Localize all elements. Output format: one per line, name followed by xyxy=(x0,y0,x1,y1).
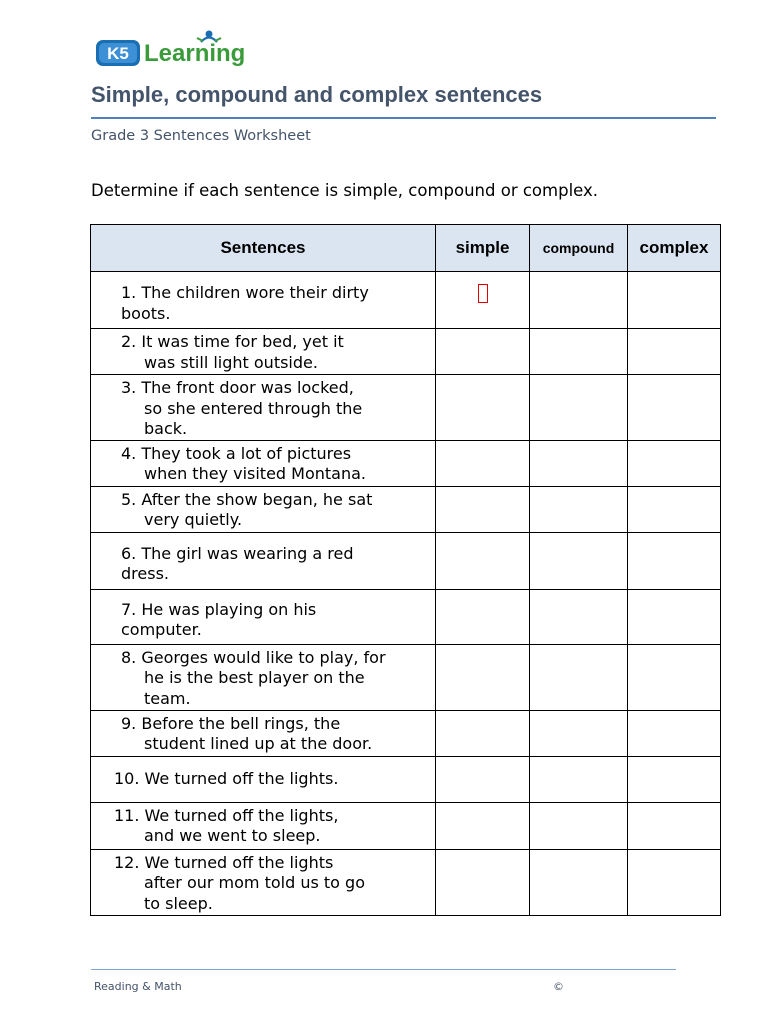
table-row xyxy=(91,756,721,802)
sentence-cell xyxy=(91,329,436,375)
header-sentences: Sentences xyxy=(91,225,436,272)
footer-divider xyxy=(91,969,676,970)
header-simple: simple xyxy=(436,225,530,272)
simple-answer-cell[interactable] xyxy=(436,589,530,644)
table-row xyxy=(91,532,721,589)
sentence-line: 1. The children wore their dirty xyxy=(121,283,369,302)
simple-answer-cell[interactable] xyxy=(436,532,530,589)
simple-answer-cell[interactable] xyxy=(436,849,530,915)
compound-answer-cell[interactable] xyxy=(530,272,628,329)
page-title: Simple, compound and complex sentences xyxy=(91,82,543,107)
sentence-line: 9. Before the bell rings, the xyxy=(121,713,341,733)
complex-answer-cell[interactable] xyxy=(628,532,721,589)
table-row xyxy=(91,710,721,756)
complex-answer-cell[interactable] xyxy=(628,589,721,644)
simple-answer-cell[interactable] xyxy=(436,802,530,849)
sentence-line: very quietly. xyxy=(144,510,243,529)
complex-answer-cell[interactable] xyxy=(628,849,721,915)
table-header-row xyxy=(91,225,721,272)
complex-answer-cell[interactable] xyxy=(628,440,721,486)
table-row xyxy=(91,440,721,486)
compound-answer-cell[interactable] xyxy=(530,486,628,532)
footer-right-text: © xyxy=(553,980,564,993)
sentence-cell xyxy=(91,802,436,849)
complex-answer-cell[interactable] xyxy=(628,710,721,756)
sentence-cell xyxy=(91,644,436,710)
sentence-line: computer. xyxy=(121,620,202,639)
sentence-line: 4. They took a lot of pictures xyxy=(121,443,352,463)
sentence-cell xyxy=(91,849,436,915)
compound-answer-cell[interactable] xyxy=(530,532,628,589)
table-row xyxy=(91,486,721,532)
sentence-line: 11. We turned off the lights, xyxy=(114,805,339,825)
compound-answer-cell[interactable] xyxy=(530,329,628,375)
sentence-cell xyxy=(91,486,436,532)
sentences-table xyxy=(90,224,721,916)
worksheet-subtitle: Grade 3 Sentences Worksheet xyxy=(91,128,311,144)
sentence-line: 3. The front door was locked, xyxy=(121,378,354,397)
simple-answer-cell[interactable] xyxy=(436,440,530,486)
table-row xyxy=(91,644,721,710)
simple-answer-cell[interactable] xyxy=(436,375,530,441)
table-row xyxy=(91,589,721,644)
simple-answer-cell[interactable] xyxy=(436,486,530,532)
complex-answer-cell[interactable] xyxy=(628,375,721,441)
checkbox-placeholder-icon[interactable] xyxy=(478,284,488,303)
complex-answer-cell[interactable] xyxy=(628,802,721,849)
sentence-cell xyxy=(91,710,436,756)
table-row xyxy=(91,329,721,375)
compound-answer-cell[interactable] xyxy=(530,710,628,756)
simple-answer-cell[interactable] xyxy=(436,272,530,329)
sentence-line: team. xyxy=(144,688,191,708)
sentence-line: to sleep. xyxy=(144,893,213,913)
sentence-line: and we went to sleep. xyxy=(144,826,321,845)
sentence-cell xyxy=(91,532,436,589)
sentence-line: 12. We turned off the lights xyxy=(114,852,334,872)
table-row xyxy=(91,849,721,915)
instructions-text: Determine if each sentence is simple, compound or complex. xyxy=(91,181,599,200)
sentence-line: was still light outside. xyxy=(144,352,318,372)
compound-answer-cell[interactable] xyxy=(530,802,628,849)
title-divider xyxy=(91,117,716,119)
header-compound: compound xyxy=(530,225,628,272)
sentence-line: back. xyxy=(144,419,188,438)
sentence-line: 8. Georges would like to play, for xyxy=(121,647,386,667)
sentence-line: 6. The girl was wearing a red xyxy=(121,543,354,563)
sentence-line: 7. He was playing on his xyxy=(121,599,317,619)
sentence-line: so she entered through the xyxy=(144,398,363,418)
complex-answer-cell[interactable] xyxy=(628,272,721,329)
complex-answer-cell[interactable] xyxy=(628,756,721,802)
sentence-line: dress. xyxy=(121,564,169,583)
k5-learning-logo xyxy=(94,28,264,72)
sentence-cell xyxy=(91,589,436,644)
compound-answer-cell[interactable] xyxy=(530,644,628,710)
sentence-line: boots. xyxy=(121,303,171,323)
compound-answer-cell[interactable] xyxy=(530,756,628,802)
sentence-line: student lined up at the door. xyxy=(144,734,373,753)
complex-answer-cell[interactable] xyxy=(628,329,721,375)
sentence-line: 10. We turned off the lights. xyxy=(114,768,339,788)
sentence-cell xyxy=(91,756,436,802)
svg-text:K5: K5 xyxy=(107,44,129,63)
simple-answer-cell[interactable] xyxy=(436,756,530,802)
table-row xyxy=(91,802,721,849)
simple-answer-cell[interactable] xyxy=(436,710,530,756)
simple-answer-cell[interactable] xyxy=(436,644,530,710)
sentence-line: after our mom told us to go xyxy=(144,873,365,892)
header-complex: complex xyxy=(628,225,721,272)
sentence-line: he is the best player on the xyxy=(144,668,365,687)
complex-answer-cell[interactable] xyxy=(628,644,721,710)
sentence-line: when they visited Montana. xyxy=(144,464,367,483)
svg-text:Learning: Learning xyxy=(144,40,246,67)
sentence-cell xyxy=(91,440,436,486)
table-row xyxy=(91,375,721,441)
compound-answer-cell[interactable] xyxy=(530,375,628,441)
sentence-line: 2. It was time for bed, yet it xyxy=(121,332,344,351)
sentence-cell xyxy=(91,272,436,329)
compound-answer-cell[interactable] xyxy=(530,589,628,644)
compound-answer-cell[interactable] xyxy=(530,440,628,486)
table-row xyxy=(91,272,721,329)
simple-answer-cell[interactable] xyxy=(436,329,530,375)
footer-left-text: Reading & Math xyxy=(94,980,182,993)
sentence-cell xyxy=(91,375,436,441)
compound-answer-cell[interactable] xyxy=(530,849,628,915)
sentence-line: 5. After the show began, he sat xyxy=(121,489,373,509)
complex-answer-cell[interactable] xyxy=(628,486,721,532)
